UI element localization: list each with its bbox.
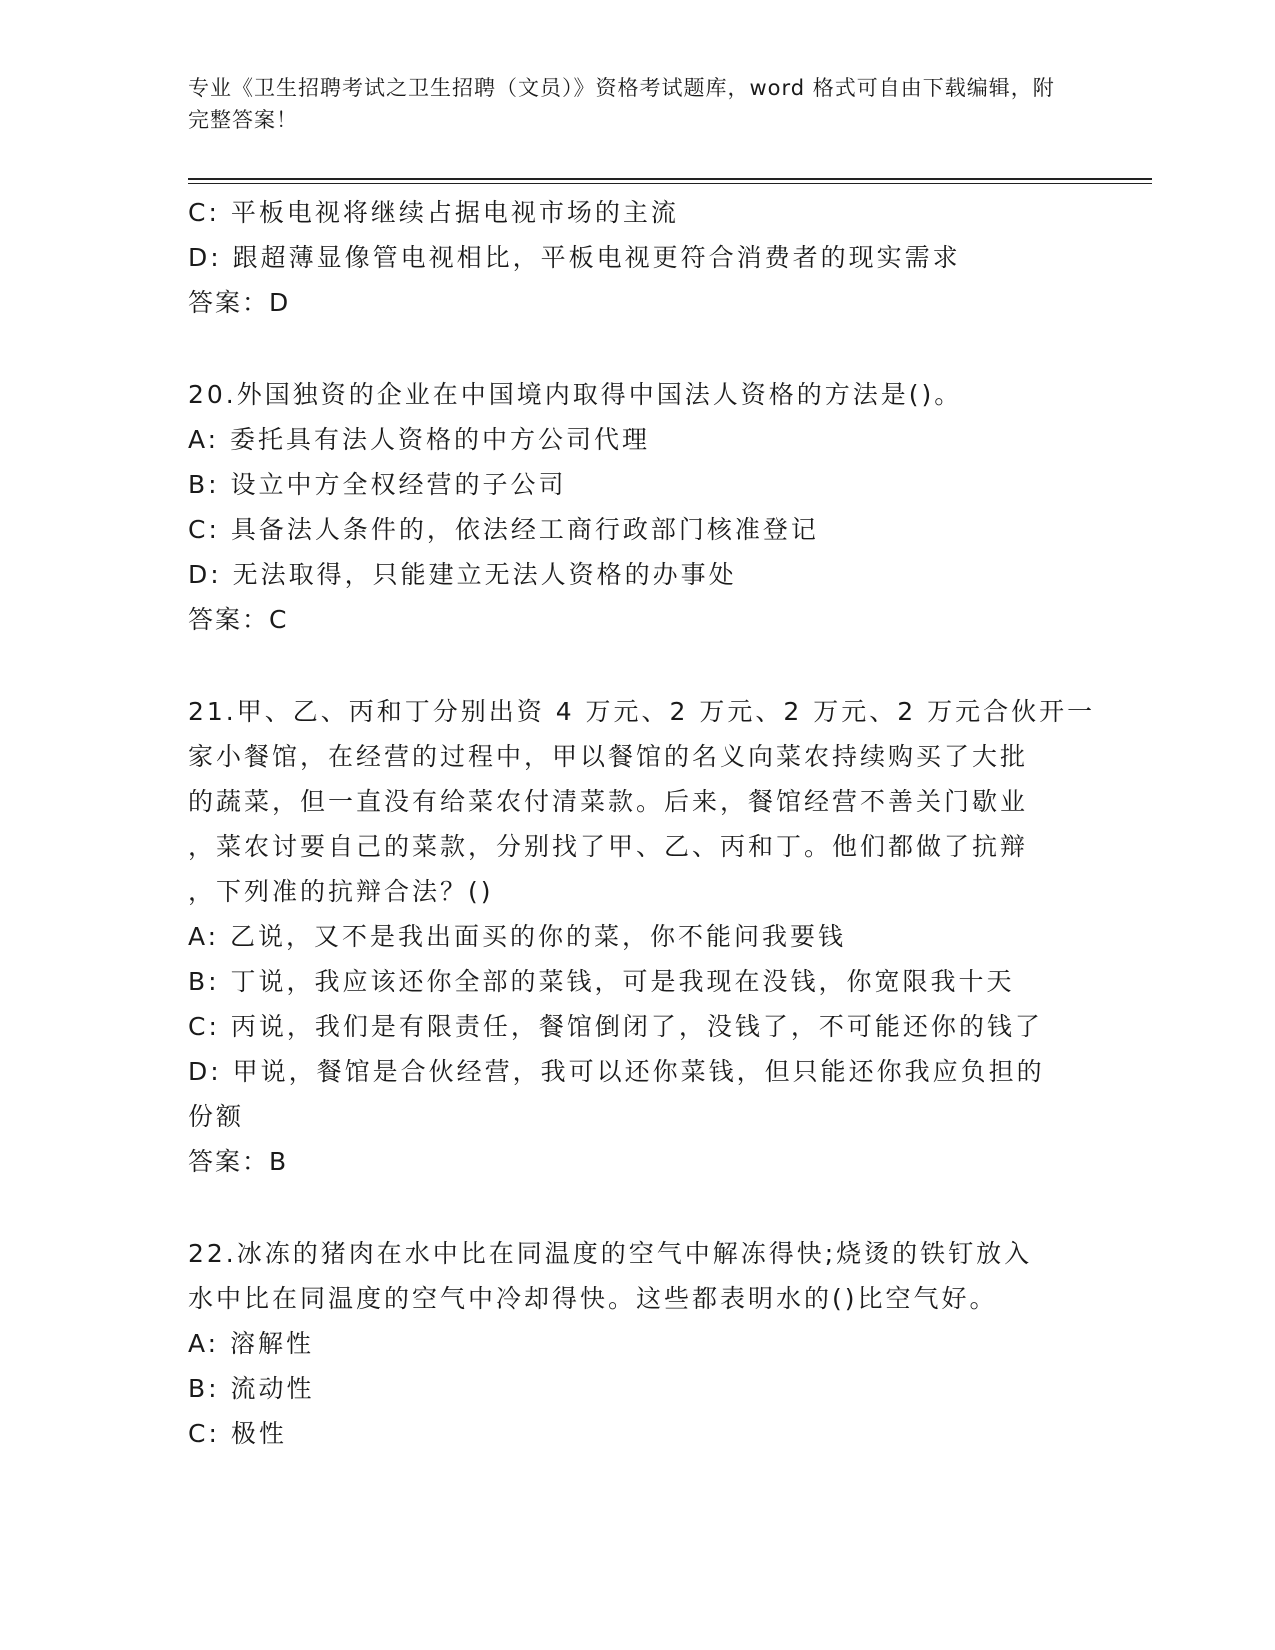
answer-line: 答案：C [188, 605, 289, 634]
option-a: A: 溶解性 [188, 1329, 315, 1358]
option-b: B: 流动性 [188, 1374, 315, 1403]
option-c: C: 丙说，我们是有限责任，餐馆倒闭了，没钱了，不可能还你的钱了 [188, 1012, 1043, 1041]
header-rule-thin [188, 183, 1152, 184]
spacer [188, 1184, 1068, 1231]
question-text-line: 家小餐馆，在经营的过程中，甲以餐馆的名义向菜农持续购买了大批 [188, 742, 1029, 771]
question-text-line: 水中比在同温度的空气中冷却得快。这些都表明水的()比空气好。 [188, 1284, 998, 1313]
header-title: 专业《卫生招聘考试之卫生招聘（文员）》资格考试题库，word 格式可自由下载编辑，附完整答案！ [188, 76, 1055, 132]
question-text-line: ，菜农讨要自己的菜款，分别找了甲、乙、丙和丁。他们都做了抗辩 [188, 832, 1029, 861]
option-b: B: 丁说，我应该还你全部的菜钱，可是我现在没钱，你宽限我十天 [188, 967, 1015, 996]
header-rule-thick [188, 178, 1152, 180]
spacer [188, 642, 1068, 689]
question-19-tail [188, 190, 1068, 325]
question-text-line: 21.甲、乙、丙和丁分别出资 4 万元、2 万元、2 万元、2 万元合伙开一 [188, 697, 1096, 726]
question-text-line: 的蔬菜，但一直没有给菜农付清菜款。后来，餐馆经营不善关门歇业 [188, 787, 1029, 816]
question-22 [188, 1231, 1068, 1456]
option-d: D: 跟超薄显像管电视相比，平板电视更符合消费者的现实需求 [188, 243, 961, 272]
question-text-line: ，下列准的抗辩合法？() [188, 877, 494, 906]
spacer [188, 325, 1068, 372]
document-header [188, 72, 1068, 136]
option-a: A: 乙说，又不是我出面买的你的菜，你不能问我要钱 [188, 922, 847, 951]
option-d: D: 无法取得，只能建立无法人资格的办事处 [188, 560, 737, 589]
question-20 [188, 372, 1068, 642]
answer-line: 答案：B [188, 1147, 289, 1176]
option-c: C: 平板电视将继续占据电视市场的主流 [188, 198, 679, 227]
option-d: D: 甲说，餐馆是合伙经营，我可以还你菜钱，但只能还你我应负担的 [188, 1057, 1045, 1086]
question-text: 20.外国独资的企业在中国境内取得中国法人资格的方法是()。 [188, 380, 963, 409]
answer-line: 答案：D [188, 288, 291, 317]
question-21 [188, 689, 1096, 1184]
option-a: A: 委托具有法人资格的中方公司代理 [188, 425, 651, 454]
option-c: C: 极性 [188, 1419, 287, 1448]
question-content [188, 190, 1096, 1456]
option-c: C: 具备法人条件的，依法经工商行政部门核准登记 [188, 515, 819, 544]
question-text-line: 22.冰冻的猪肉在水中比在同温度的空气中解冻得快;烧烫的铁钉放入 [188, 1239, 1033, 1268]
option-b: B: 设立中方全权经营的子公司 [188, 470, 567, 499]
option-d-continued: 份额 [188, 1102, 245, 1131]
